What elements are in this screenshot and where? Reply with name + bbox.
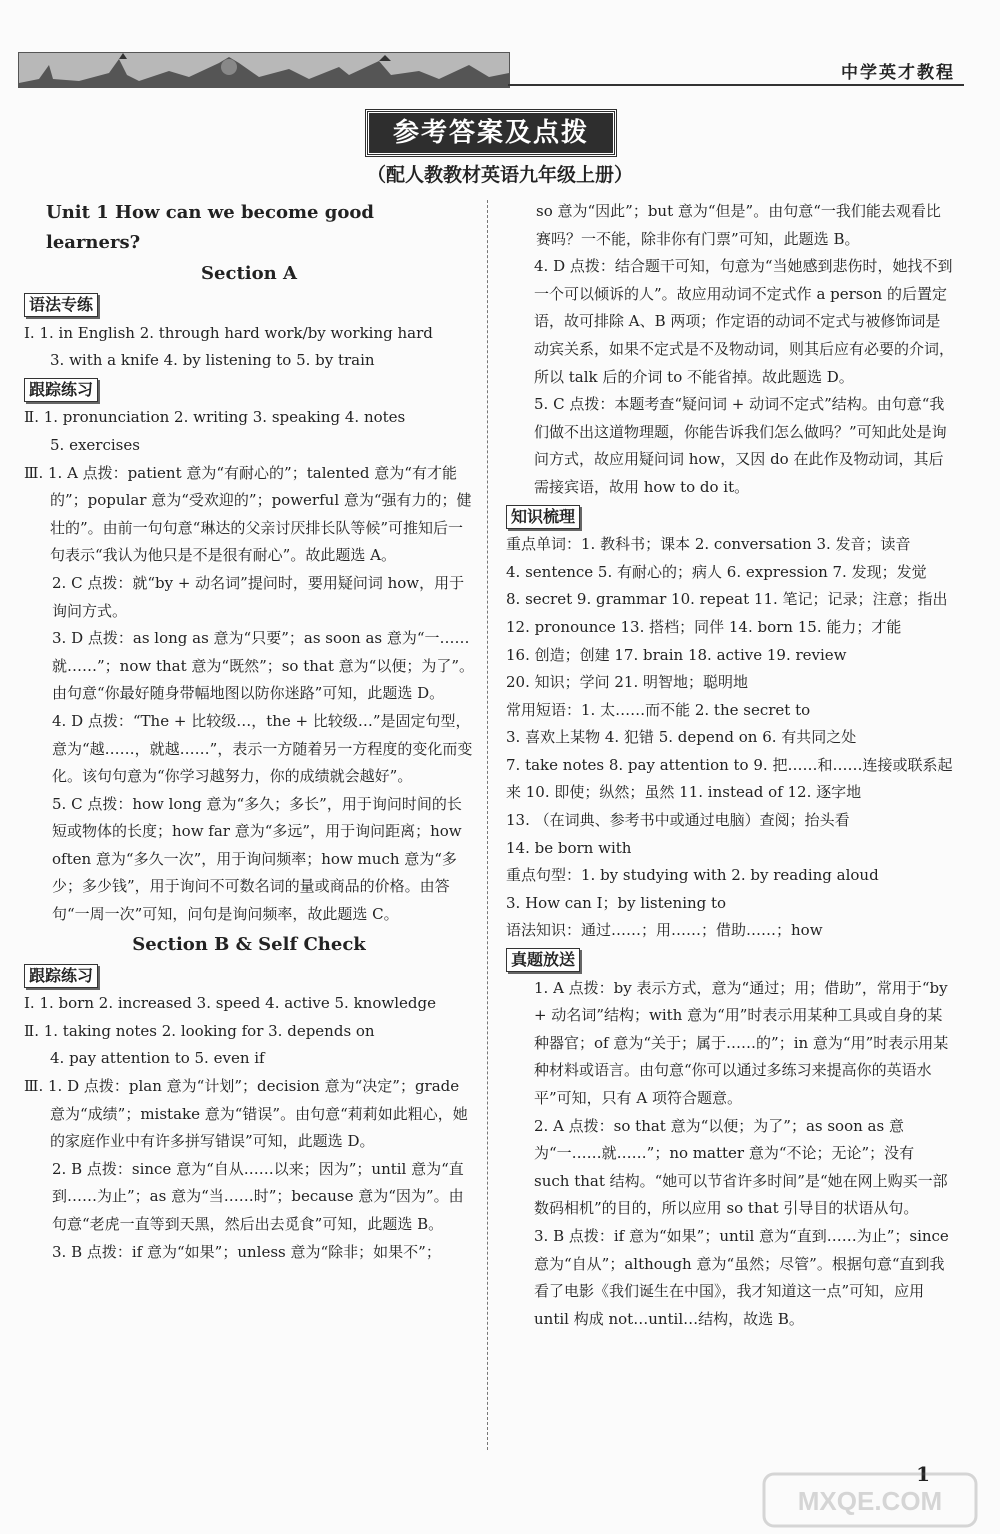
section-b-title: Section B & Self Check [132,933,366,955]
header-rule [508,84,964,86]
watermark-graphic [760,1470,980,1530]
answer-explanation: Ⅲ. 1. D 点拨：plan 意为“计划”；decision 意为“决定”；grade 意为“成绩”；mistake 意为“错误”。由句意“莉莉如此粗心，她的家庭作业中有许多拼写错误”可知，此题选 D。 [24,1077,468,1151]
answer-explanation: 3. D 点拨：as long as 意为“只要”；as soon as 意为“一……就……”；now that 意为“既然”；so that 意为“以便；为了”。由句意“你最好随身带幅地图以防你迷路”可知，此题选 D。 [52,629,474,703]
knowledge-line: 8. secret 9. grammar 10. repeat 11. 笔记；记录；注意；指出 [506,590,948,609]
answer-line: 5. exercises [50,435,140,454]
knowledge-line: 20. 知识；学问 21. 明智地；聪明地 [506,673,749,692]
knowledge-line: 12. pronounce 13. 搭档；同伴 14. born 15. 能力；才能 [506,617,902,636]
tag-real-exam-questions: 真题放送 [506,948,580,972]
answer-explanation: 2. C 点拨：就“by + 动名词”提问时，要用疑问词 how，用于询问方式。 [52,573,465,620]
answer-line: Ⅱ. 1. pronunciation 2. writing 3. speaking 4. notes [24,408,406,427]
left-column [24,198,474,1266]
answer-line: Ⅰ. 1. born 2. increased 3. speed 4. active 5. knowledge [24,994,436,1013]
tag-follow-up-practice: 跟踪练习 [24,964,98,988]
knowledge-line: 4. sentence 5. 有耐心的；病人 6. expression 7. 发现；发觉 [506,562,927,581]
answer-explanation: 3. B 点拨：if 意为“如果”；unless 意为“除非；如果不”； [52,1242,441,1261]
knowledge-line: 重点句型：1. by studying with 2. by reading aloud [506,866,879,885]
knowledge-line: 3. How can I；by listening to [506,893,727,912]
answer-explanation: 2. A 点拨：so that 意为“以便；为了”；as soon as 意为“一……就……”；no matter 意为“不论；无论”；没有 such that 结构。“她可以节省许多时间”是“她在网上购买一部数码相机”的目的，所以应用 so that 引导目的状语从句。 [534,1116,948,1218]
column-divider [487,200,488,1450]
knowledge-line: 3. 喜欢上某物 4. 犯错 5. depend on 6. 有共同之处 [506,728,857,747]
svg-text:MXQE.COM: MXQE.COM [797,1486,943,1516]
answer-explanation: Ⅲ. 1. A 点拨：patient 意为“有耐心的”；talented 意为“有才能的”；popular 意为“受欢迎的”；powerful 意为“强有力的；健壮的”。由前一句句意“琳达的父亲讨厌排长队等候”可推知后一句表示“我认为他只是不是很有耐心”。故此题选 A。 [24,463,472,565]
answer-explanation: 4. D 点拨：结合题干可知，句意为“当她感到悲伤时，她找不到一个可以倾诉的人”。故应用动词不定式作 a person 的后置定语，故可排除 A、B 两项；作定语的动词不定式与被修饰词是动宾关系，如果不定式是不及物动词，则其后应有必要的介词，所以 talk 后的介词 to 不能省掉。故此题选 D。 [534,257,955,386]
answer-line: 3. with a knife 4. by listening to 5. by train [50,351,375,370]
tag-knowledge-summary: 知识梳理 [506,505,580,529]
header-banner-image [18,52,510,88]
right-column [506,198,954,1333]
answer-explanation: 3. B 点拨：if 意为“如果”；until 意为“直到……为止”；since 意为“自从”；although 意为“虽然；尽管”。根据句意“直到我看了电影《我们诞生在中国》，我才知道这一点”可知，应用 until 构成 not…until…结构，故选 B。 [534,1226,949,1328]
knowledge-line: 16. 创造；创建 17. brain 18. active 19. review [506,645,847,664]
tag-follow-up-practice: 跟踪练习 [24,378,98,402]
page-subtitle: （配人教教材英语九年级上册） [366,164,633,186]
answer-explanation: 2. B 点拨：since 意为“自从……以来；因为”；until 意为“直到……为止”；as 意为“当……时”；because 意为“因为”。由句意“老虎一直等到天黑，然后出去觅食”可知，此题选 B。 [52,1159,464,1233]
knowledge-line: 常用短语：1. 太……而不能 2. the secret to [506,700,811,719]
knowledge-line: 重点单词：1. 教科书；课本 2. conversation 3. 发音；读音 [506,535,911,554]
answer-explanation: 4. D 点拨：“The + 比较级…，the + 比较级…”是固定句型，意为“越……，就越……”，表示一方随着另一方程度的变化而变化。该句句意为“你学习越努力，你的成绩就会越好”。 [52,711,473,786]
answer-explanation: 5. C 点拨：本题考查“疑问词 + 动词不定式”结构。由句意“我们做不出这道物理题，你能告诉我们怎么做吗？”可知此处是询问方式，故应用疑问词 how，又因 do 在此作及物动词，其后需接宾语，故用 how to do it。 [534,395,947,496]
unit-title: Unit 1 How can we become good learners? [46,202,374,253]
answer-line: 4. pay attention to 5. even if [50,1049,265,1068]
brand-name: 中学英才教程 [841,63,955,83]
watermark-logo [760,1470,980,1530]
answer-line: Ⅱ. 1. taking notes 2. looking for 3. depends on [24,1021,375,1040]
page-number: 1 [916,1462,930,1486]
section-a-title: Section A [201,263,297,284]
tag-grammar-practice: 语法专练 [24,293,98,317]
page-title: 参考答案及点拨 [366,110,616,156]
answer-explanation: 1. A 点拨：by 表示方式，意为“通过；用；借助”，常用于“by + 动名词”结构；with 意为“用”时表示用某种工具或自身的某种器官；of 意为“关于；属于……的”；in 意为“用”时表示用某种材料或语言。由句意“你可以通过多练习来提高你的英语水平”可知，只有 A 项符合题意。 [534,978,949,1107]
knowledge-line: 14. be born with [506,838,632,857]
answer-explanation: so 意为“因此”；but 意为“但是”。由句意“一我们能去观看比赛吗？一不能，除非你有门票”可知，此题选 B。 [536,202,941,248]
skyline-graphic [19,53,509,87]
answer-explanation: 5. C 点拨：how long 意为“多久；多长”，用于询问时间的长短或物体的长度；how far 意为“多远”，用于询问距离；how often 意为“多久一次”，用于询问频率；how much 意为“多少；多少钱”，用于询问不可数名词的量或商品的价格。由答句“一周一次”可知，问句是询问频率，故此题选 C。 [52,794,462,924]
answer-line: Ⅰ. 1. in English 2. through hard work/by working hard [24,323,433,342]
knowledge-line: 语法知识：通过……；用……；借助……；how [506,921,823,940]
knowledge-line: 7. take notes 8. pay attention to 9. 把……和……连接或联系起来 10. 即使；纵然；虽然 11. instead of 12. 逐字地 [506,755,953,802]
knowledge-line: 13. （在词典、参考书中或通过电脑）查阅；抬头看 [506,811,850,830]
